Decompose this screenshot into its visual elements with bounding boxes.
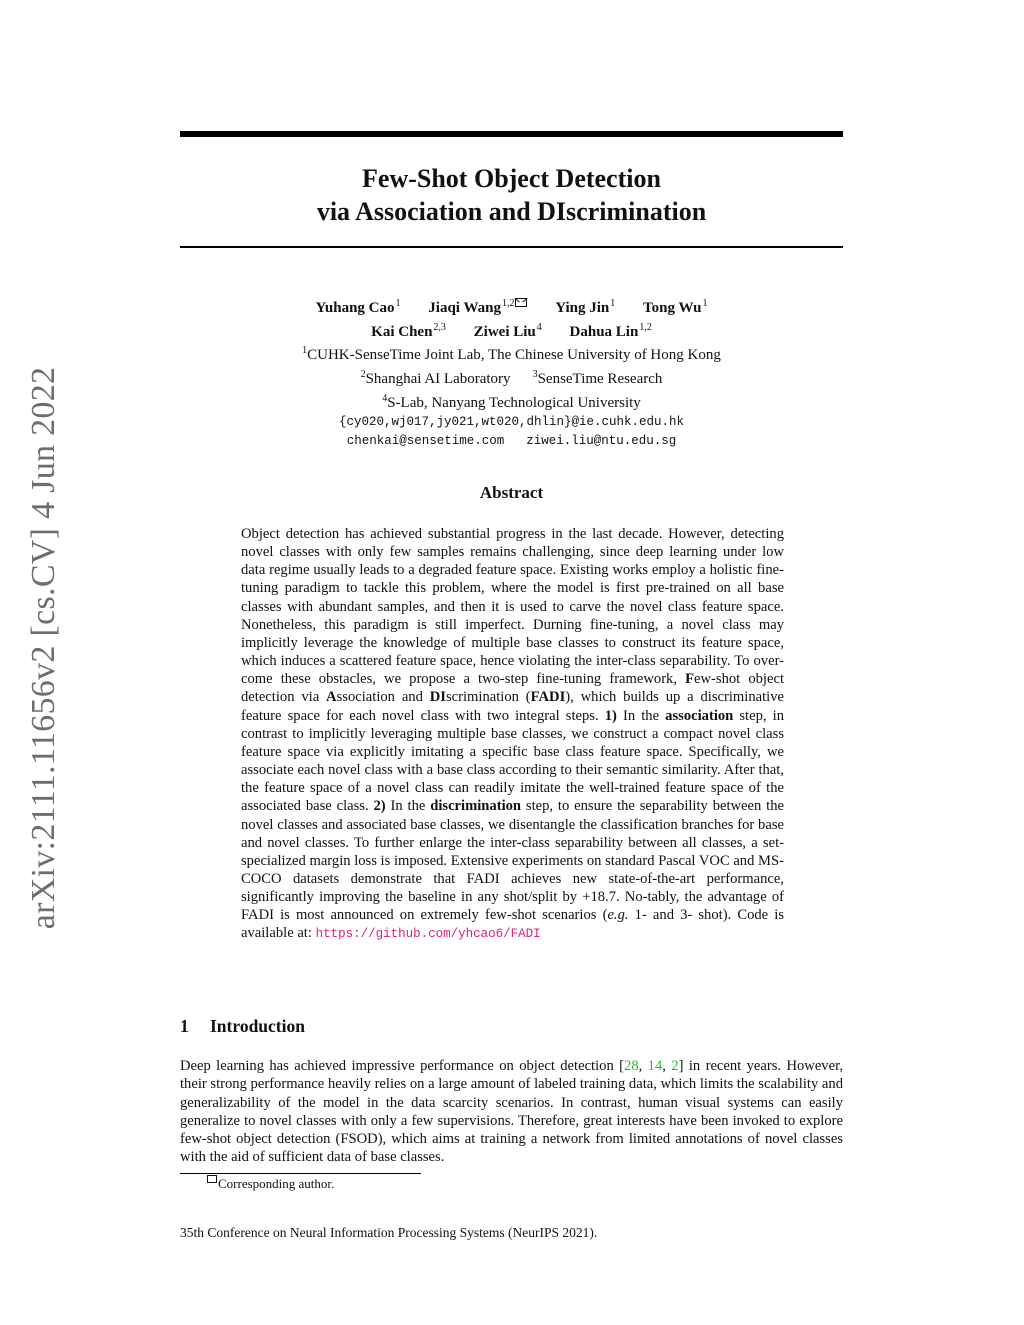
citation-link[interactable]: 14 <box>647 1058 663 1074</box>
affiliation: $^1$CUHK-SenseTime Joint Lab, The Chinese University of Hong Kong <box>302 345 721 363</box>
email-line: {cy020,wj017,jy021,wt020,dhlin}@ie.cuhk.edu.hk <box>338 415 685 429</box>
code-link[interactable]: https://github.com/yhcao6/FADI <box>315 927 541 942</box>
arxiv-stamp: arXiv:2111.11656v2 [cs.CV] 4 Jun 2022 <box>25 366 62 930</box>
title-line-1: Few-Shot Object Detection <box>362 164 661 193</box>
mail-icon <box>515 298 527 307</box>
author: Ziwei Liu$^4$ <box>473 322 542 340</box>
section-heading-introduction: 1 Introduction <box>180 1016 305 1036</box>
author: Kai Chen$^{2,3}$ <box>371 322 446 340</box>
abstract-body: Object detection has achieved substantial progress in the last decade. However, detecting novel classes with only few samples remains challenging, since deep learning under low data regime usually leads to a degraded feature space. Existing works employ a holistic fine-tuning paradigm to tackle this problem, where the model is first pre-trained on all base classes with abundant samples, and then it is used to carve the novel class feature space. Nonetheless, this paradigm is still imperfect. Durning fine-tuning, a novel class may implicitly leverage the knowledge of multiple base classes to construct its feature space, which induces a scattered feature space, hence violating the inter-class separability. To over-come these obstacles, we propose a two-step fine-tuning framework, Few-shot object detection via Association and DIscrimination (FADI), which builds up a discriminative feature space for each novel class with two integral steps. 1) In the association step, in contrast to implicitly leveraging multiple base classes, we construct a compact novel class feature space via explicitly imitating a specific base class feature space. Specifically, we associate each novel class with a base class according to their semantic similarity. After that, the feature space of a novel class can readily imitate the well-trained feature space of the associated base class. 2) In the discrimination step, to ensure the separability between the novel classes and associated base classes, we disentangle the classification branches for base and novel classes. To further enlarge the inter-class separability between all classes, a set-specialized margin loss is imposed. Extensive experiments on standard Pascal VOC and MS-COCO datasets demonstrate that FADI achieves new state-of-the-art performance, significantly improving the baseline in any shot/split by +18.7. No-tably, the advantage of FADI is most announced on extremely few-shot scenarios (e.g. 1- and 3- shot). Code is available at: https://github.com/yhcao6/FADI <box>241 526 784 942</box>
affiliations <box>180 341 843 451</box>
mail-icon <box>207 1175 217 1183</box>
title-bottom-rule <box>180 246 843 248</box>
abstract-heading: Abstract <box>479 483 544 502</box>
paper-title <box>180 162 843 228</box>
author: Dahua Lin$^{1,2}$ <box>569 322 652 340</box>
affiliation: $^4$S-Lab, Nanyang Technological University <box>382 393 641 411</box>
author: Jiaqi Wang$^{1,2}$ <box>428 294 527 318</box>
title-line-2: via Association and DIscrimination <box>316 197 707 226</box>
author: Ying Jin$^1$ <box>555 298 616 316</box>
affiliation: $^2$Shanghai AI Laboratory $^3$SenseTime Research <box>360 369 663 387</box>
email-line: chenkai@sensetime.com ziwei.liu@ntu.edu.sg <box>346 434 677 448</box>
introduction-paragraph: Deep learning has achieved impressive performance on object detection [28, 14, 2] in recent years. However, their strong performance heavily relies on a large amount of labeled training data, which limits the scalability and generalizability of the model in the data scarcity scenarios. In contrast, human visual systems can easily generalize to novel classes with only a few supervisions. Therefore, great interests have been invoked to explore few-shot object detection (FSOD), which aims at training a network from limited annotations of novel classes with the aid of sufficient data of base classes. <box>180 1058 844 1166</box>
author: Tong Wu$^1$ <box>643 298 708 316</box>
author: Yuhang Cao$^1$ <box>315 298 401 316</box>
author-list <box>180 294 843 342</box>
footnote: Corresponding author. <box>207 1176 334 1192</box>
citation-link[interactable]: 28 <box>624 1058 639 1074</box>
venue-note: 35th Conference on Neural Information Processing Systems (NeurIPS 2021). <box>180 1225 598 1240</box>
title-top-rule <box>180 131 843 137</box>
footnote-rule <box>180 1173 421 1174</box>
citation-link[interactable]: 2 <box>671 1058 679 1074</box>
